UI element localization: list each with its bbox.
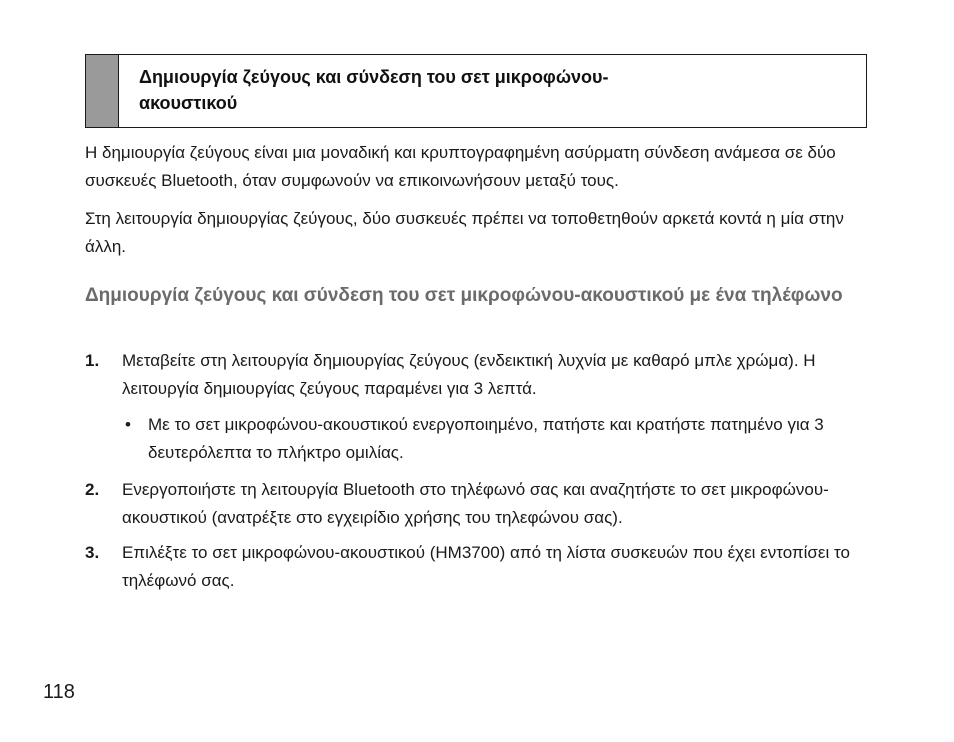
step-text: Μεταβείτε στη λειτουργία δημιουργίας ζεύγους (ενδεικτική λυχνία με καθαρό μπλε χρώμα). Η λειτουργία δημιουργίας ζεύγους παραμένει για 3 λεπτά. <box>122 351 816 398</box>
section-title-box <box>85 54 867 128</box>
step-text: Ενεργοποιήστε τη λειτουργία Bluetooth στο τηλέφωνό σας και αναζητήστε το σετ μικροφώνου-ακουστικού (ανατρέξτε στο εγχειρίδιο χρήσης του τηλεφώνου σας). <box>122 480 829 527</box>
intro-paragraph-1: Η δημιουργία ζεύγους είναι μια μοναδική και κρυπτογραφημένη ασύρματη σύνδεση ανάμεσα σε δύο συσκευές Bluetooth, όταν συμφωνούν να επικοινωνήσουν μεταξύ τους. <box>85 143 836 190</box>
step-number: 2. <box>85 480 100 499</box>
bullet-icon: • <box>125 415 131 434</box>
intro-paragraph-2: Στη λειτουργία δημιουργίας ζεύγους, δύο συσκευές πρέπει να τοποθετηθούν αρκετά κοντά η μία στην άλλη. <box>85 209 844 256</box>
subsection-heading: Δημιουργία ζεύγους και σύνδεση του σετ μικροφώνου-ακουστικού με ένα τηλέφωνο <box>85 285 843 306</box>
step-number: 1. <box>85 351 100 370</box>
section-title: Δημιουργία ζεύγους και σύνδεση του σετ μικροφώνου-ακουστικού <box>139 67 609 113</box>
title-accent-bar <box>86 55 119 127</box>
step-text: Επιλέξτε το σετ μικροφώνου-ακουστικού (HM3700) από τη λίστα συσκευών που έχει εντοπίσει το τηλέφωνό σας. <box>122 543 850 590</box>
page-number: 118 <box>43 681 75 703</box>
step-number: 3. <box>85 543 100 562</box>
bullet-text: Με το σετ μικροφώνου-ακουστικού ενεργοποιημένο, πατήστε και κρατήστε πατημένο για 3 δευτερόλεπτα το πλήκτρο ομιλίας. <box>148 415 824 462</box>
